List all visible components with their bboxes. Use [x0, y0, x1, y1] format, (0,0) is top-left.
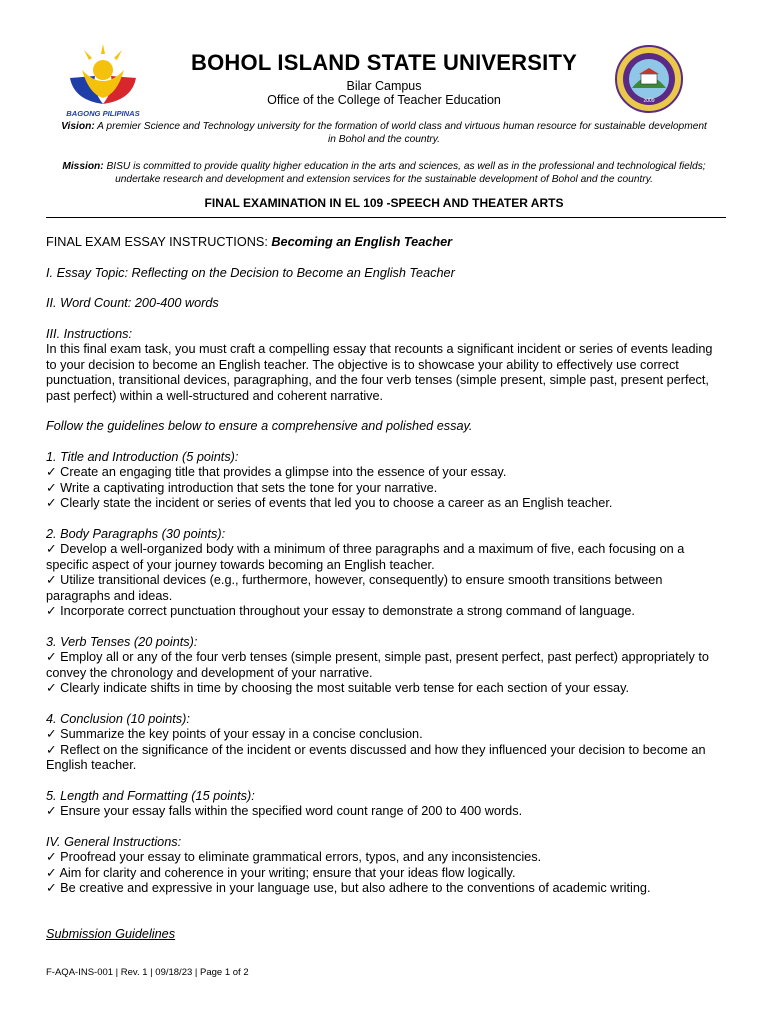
section-general-instructions [46, 835, 722, 897]
office-name: Office of the College of Teacher Education [267, 93, 501, 107]
document-body [46, 235, 722, 942]
follow-guidelines: Follow the guidelines below to ensure a comprehensive and polished essay. [46, 419, 473, 433]
check-item: ✓ Write a captivating introduction that sets the tone for your narrative. [46, 480, 438, 495]
vision-statement [58, 121, 710, 146]
mission-statement [58, 161, 710, 186]
instructions-section-heading: III. Instructions: [46, 326, 133, 341]
instructions-label: FINAL EXAM ESSAY INSTRUCTIONS: [46, 235, 272, 249]
check-item: ✓ Summarize the key points of your essay in a concise conclusion. [46, 727, 423, 741]
mission-text: BISU is committed to provide quality higher education in the arts and sciences, as well as in the professional and technological fields; undertake research and development and extension services for the sustainable development of Bohol and the country. [103, 161, 706, 185]
vision-label: Vision: [61, 121, 95, 132]
check-item: ✓ Develop a well-organized body with a minimum of three paragraphs and a maximum of five, each focusing on a specific aspect of your journey towards becoming an English teacher. [46, 542, 685, 572]
campus-name: Bilar Campus [346, 79, 422, 93]
check-item: ✓ Clearly state the incident or series of events that led you to choose a career as an English teacher. [46, 496, 613, 510]
check-item: ✓ Aim for clarity and coherence in your writing; ensure that your ideas flow logically. [46, 865, 516, 880]
instructions-title: Becoming an English Teacher [271, 235, 453, 249]
instructions-text: In this final exam task, you must craft a compelling essay that recounts a significant incident or series of events leading to your decision to become an English teacher. The objective is to showcase your ability to effectively use correct punctuation, transitional devices, paragraphing, and the four verb tenses (simple present, simple past, present perfect, past perfect) within a well-structured and coherent narrative. [46, 342, 713, 403]
section-heading: 2. Body Paragraphs (30 points): [46, 526, 226, 541]
check-item: ✓ Utilize transitional devices (e.g., furthermore, however, consequently) to ensure smooth transitions between paragraphs and ideas. [46, 573, 663, 603]
section-heading: 3. Verb Tenses (20 points): [46, 634, 198, 649]
check-item: ✓ Incorporate correct punctuation throughout your essay to demonstrate a strong command of language. [46, 604, 635, 618]
check-item: ✓ Reflect on the significance of the incident or events discussed and how they influenced your decision to become an English teacher. [46, 742, 706, 772]
svg-text:BAGONG PILIPINAS: BAGONG PILIPINAS [66, 109, 140, 118]
header-divider [46, 217, 726, 218]
section-length-formatting [46, 789, 722, 820]
section-body-paragraphs [46, 527, 722, 620]
mission-label: Mission: [62, 161, 104, 172]
check-item: ✓ Create an engaging title that provides a glimpse into the essence of your essay. [46, 465, 507, 479]
section-verb-tenses [46, 635, 722, 697]
document-footer: F-AQA-INS-001 | Rev. 1 | 09/18/23 | Page 1 of 2 [46, 967, 249, 978]
check-item: ✓ Proofread your essay to eliminate grammatical errors, typos, and any inconsistencies. [46, 850, 542, 864]
section-heading: 1. Title and Introduction (5 points): [46, 449, 239, 464]
check-item: ✓ Ensure your essay falls within the specified word count range of 200 to 400 words. [46, 804, 523, 818]
check-item: ✓ Be creative and expressive in your language use, but also adhere to the conventions of academic writing. [46, 881, 651, 895]
exam-title: FINAL EXAMINATION IN EL 109 -SPEECH AND THEATER ARTS [204, 196, 564, 210]
section-conclusion [46, 712, 722, 774]
section-heading: 4. Conclusion (10 points): [46, 711, 190, 726]
essay-topic: I. Essay Topic: Reflecting on the Decision to Become an English Teacher [46, 265, 455, 280]
section-title-intro [46, 450, 722, 512]
section-heading: 5. Length and Formatting (15 points): [46, 788, 255, 803]
submission-guidelines-heading: Submission Guidelines [46, 926, 176, 941]
university-name: BOHOL ISLAND STATE UNIVERSITY [191, 50, 577, 75]
instructions-heading-line [46, 235, 722, 251]
word-count: II. Word Count: 200-400 words [46, 296, 219, 310]
svg-text:2009: 2009 [643, 98, 655, 104]
vision-text: A premier Science and Technology university for the formation of world class and virtuous human resource for sustainable development in Bohol and the country. [94, 121, 707, 145]
check-item: ✓ Employ all or any of the four verb tenses (simple present, simple past, present perfect, past perfect) appropriately to convey the chronology and development of your narrative. [46, 650, 709, 680]
check-item: ✓ Clearly indicate shifts in time by choosing the most suitable verb tense for each section of your essay. [46, 681, 630, 695]
section-heading: IV. General Instructions: [46, 834, 182, 849]
